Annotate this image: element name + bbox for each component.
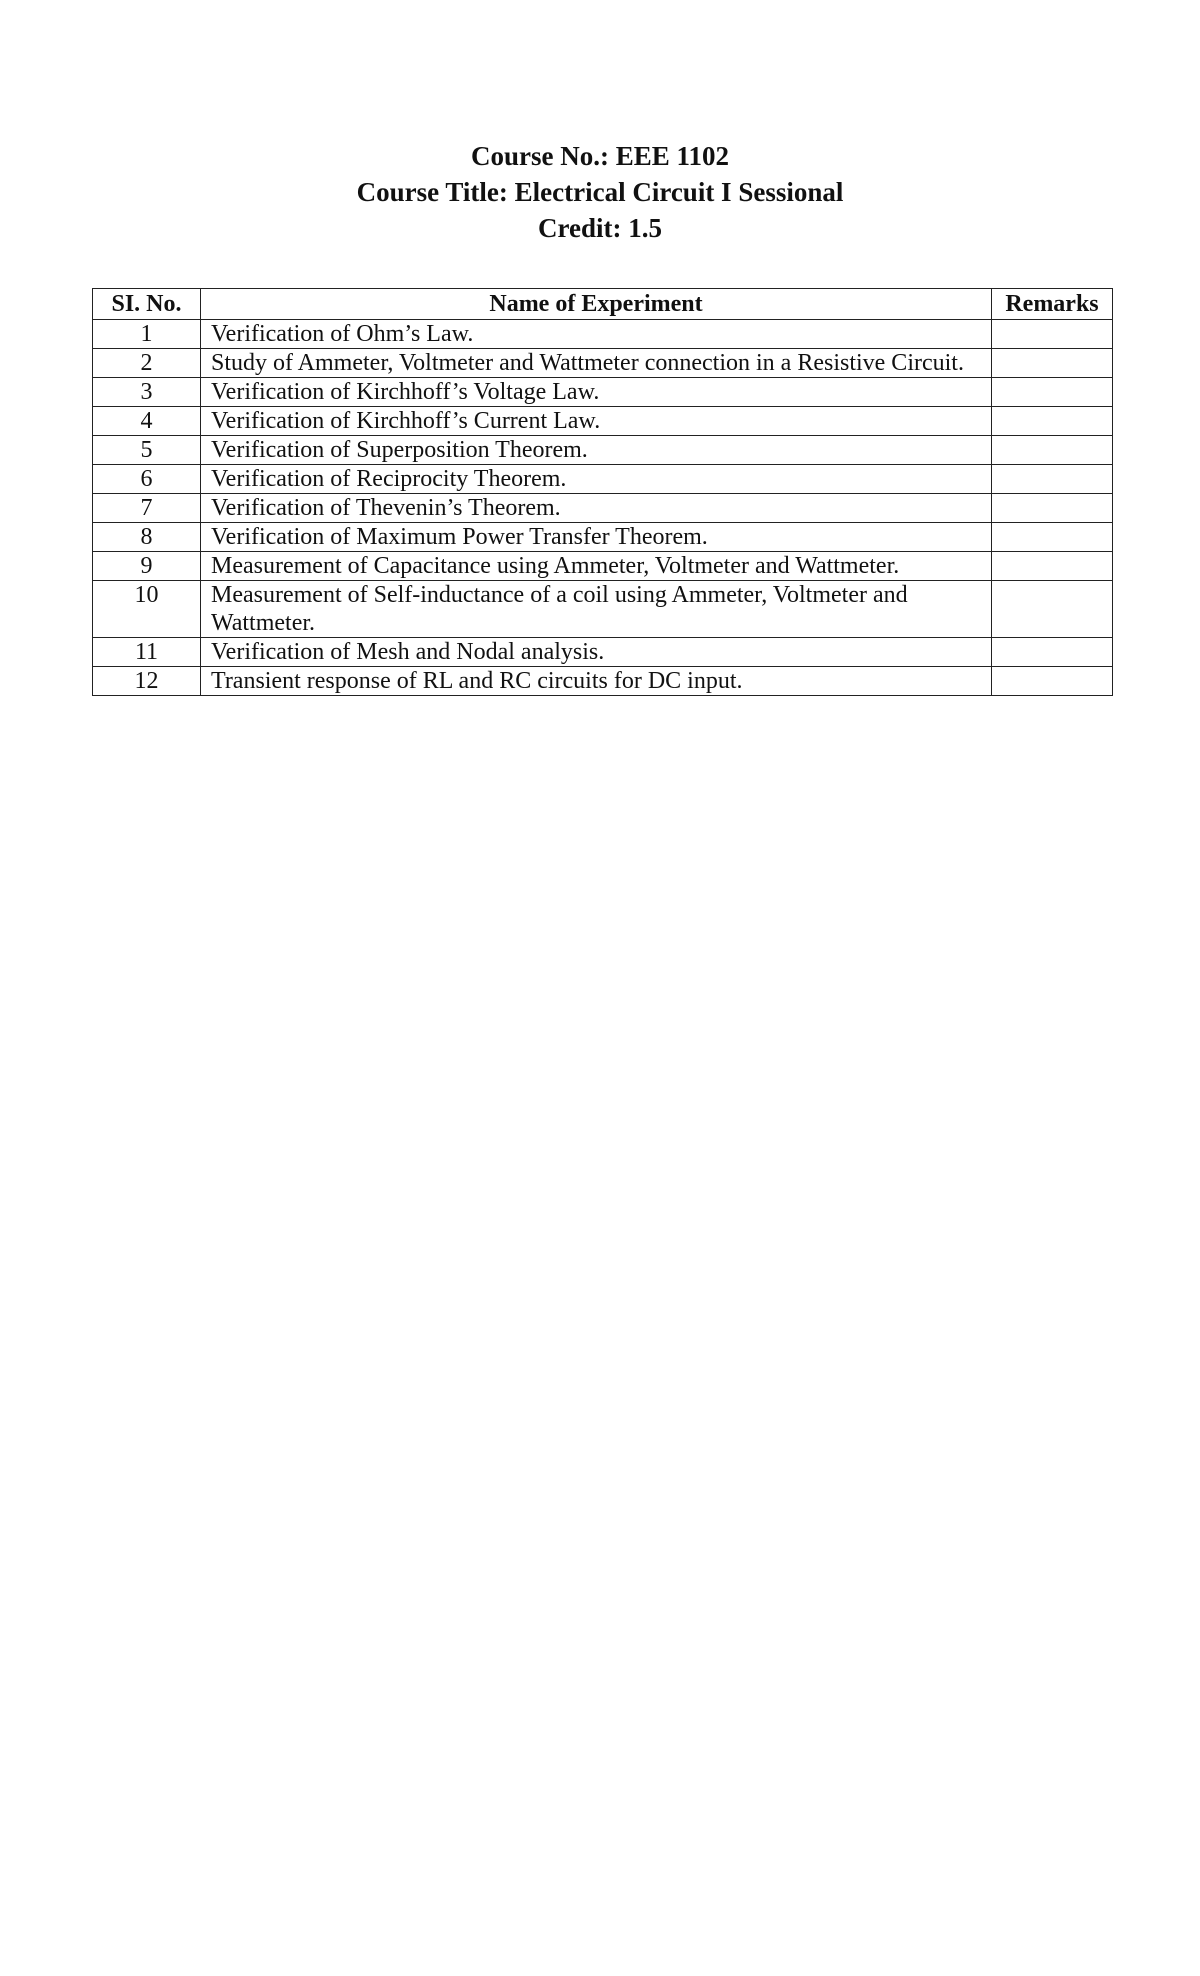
serial-cell: 12: [93, 667, 201, 696]
serial-cell: 9: [93, 552, 201, 581]
experiment-cell: Measurement of Capacitance using Ammeter, Voltmeter and Wattmeter.: [201, 552, 992, 581]
serial-cell: 8: [93, 523, 201, 552]
experiment-cell: Verification of Thevenin’s Theorem.: [201, 494, 992, 523]
table-row: [93, 667, 1113, 696]
experiment-cell: Verification of Reciprocity Theorem.: [201, 465, 992, 494]
table-row: [93, 581, 1113, 638]
remarks-cell: [992, 407, 1113, 436]
table-row: [93, 638, 1113, 667]
table-row: [93, 407, 1113, 436]
serial-cell: 2: [93, 349, 201, 378]
experiment-cell: Verification of Kirchhoff’s Voltage Law.: [201, 378, 992, 407]
experiment-cell: Study of Ammeter, Voltmeter and Wattmeter connection in a Resistive Circuit.: [201, 349, 992, 378]
remarks-cell: [992, 552, 1113, 581]
serial-cell: 3: [93, 378, 201, 407]
experiment-cell: Measurement of Self-inductance of a coil using Ammeter, Voltmeter and Wattmeter.: [201, 581, 992, 638]
remarks-cell: [992, 465, 1113, 494]
serial-cell: 7: [93, 494, 201, 523]
remarks-cell: [992, 638, 1113, 667]
serial-cell: 5: [93, 436, 201, 465]
remarks-cell: [992, 378, 1113, 407]
serial-cell: 10: [93, 581, 201, 638]
remarks-cell: [992, 349, 1113, 378]
experiment-cell: Verification of Ohm’s Law.: [201, 320, 992, 349]
table-row: [93, 320, 1113, 349]
experiment-cell: Verification of Superposition Theorem.: [201, 436, 992, 465]
remarks-cell: [992, 320, 1113, 349]
experiment-cell: Verification of Mesh and Nodal analysis.: [201, 638, 992, 667]
experiment-table: [92, 288, 1113, 696]
experiment-cell: Transient response of RL and RC circuits for DC input.: [201, 667, 992, 696]
table-row: [93, 523, 1113, 552]
column-header-serial: SI. No.: [93, 289, 201, 320]
course-header: [0, 138, 1200, 246]
table-row: [93, 378, 1113, 407]
table-row: [93, 436, 1113, 465]
remarks-cell: [992, 667, 1113, 696]
serial-cell: 11: [93, 638, 201, 667]
table-row: [93, 494, 1113, 523]
serial-cell: 6: [93, 465, 201, 494]
remarks-cell: [992, 523, 1113, 552]
serial-cell: 1: [93, 320, 201, 349]
remarks-cell: [992, 581, 1113, 638]
table-row: [93, 465, 1113, 494]
remarks-cell: [992, 494, 1113, 523]
experiment-cell: Verification of Kirchhoff’s Current Law.: [201, 407, 992, 436]
experiment-cell: Verification of Maximum Power Transfer Theorem.: [201, 523, 992, 552]
remarks-cell: [992, 436, 1113, 465]
column-header-remarks: Remarks: [992, 289, 1113, 320]
course-number: Course No.: EEE 1102: [470, 141, 730, 171]
table-row: [93, 349, 1113, 378]
serial-cell: 4: [93, 407, 201, 436]
course-credit: Credit: 1.5: [538, 213, 662, 243]
table-row: [93, 552, 1113, 581]
table-header-row: [93, 289, 1113, 320]
course-title: Course Title: Electrical Circuit I Sessional: [356, 177, 844, 207]
column-header-experiment: Name of Experiment: [201, 289, 992, 320]
